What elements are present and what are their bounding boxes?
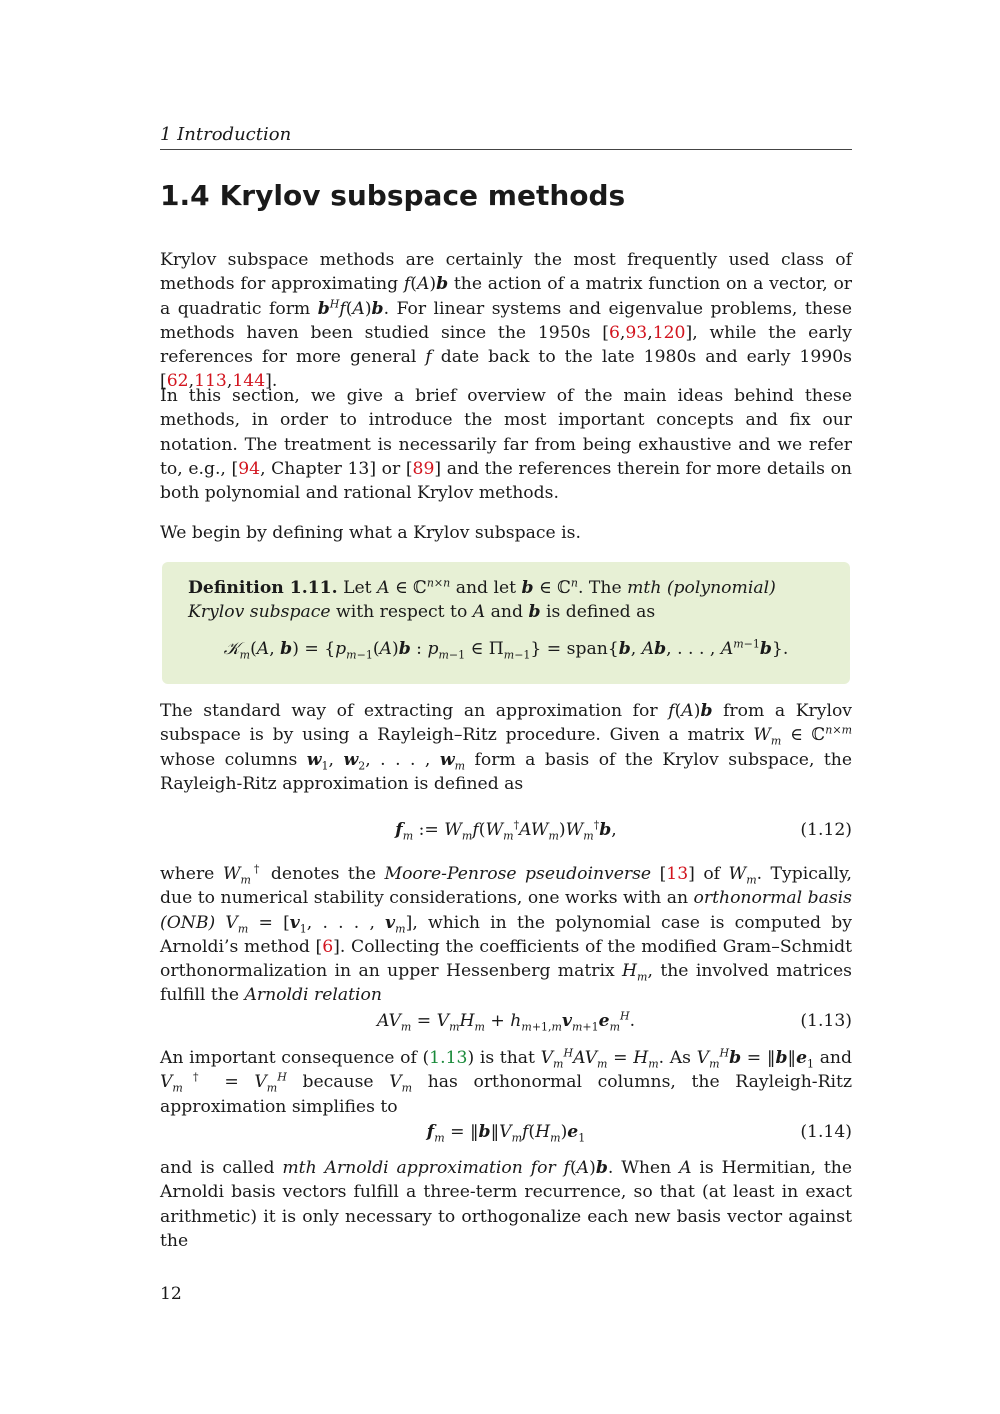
text-run: date back to the late 1980s and early 1990s [ bbox=[160, 347, 852, 392]
paragraph-arnoldi-approx: and is called mth Arnoldi approximation for f(A)b. When A is Hermitian, the Arnoldi basis vectors fulfill a three-term recurrence, so that (at least in exact arithmetic) it is only necessary to orthogonalize each new basis vector against the bbox=[160, 1158, 853, 1251]
text-run: from a Krylov subspace is by using a Rayleigh–Ritz procedure. Given a matrix bbox=[160, 701, 853, 746]
equation-number: (1.14) bbox=[800, 1122, 852, 1142]
text-run: . As bbox=[658, 1048, 691, 1068]
text-run: . The bbox=[578, 578, 622, 598]
equation-body: $AV_m = V_mH_m + h_{m+1,m}v_{m+1}e_m^H$. bbox=[376, 1009, 636, 1034]
text-run: of bbox=[703, 864, 721, 884]
paper-page bbox=[160, 0, 852, 1414]
term-emphasis: orthonormal basis (ONB) bbox=[160, 888, 853, 933]
text-run: has orthonormal columns, the Rayleigh-Ritz approximation simplifies to bbox=[160, 1072, 853, 1117]
text-run: whose columns bbox=[160, 749, 298, 770]
equation-body: $f_m$ = $‖b‖V_mf(H_m)e_1$ bbox=[426, 1122, 586, 1145]
term-emphasis: mth Arnoldi approximation for bbox=[282, 1158, 556, 1178]
text-run: because bbox=[302, 1072, 374, 1093]
text-run: denotes the bbox=[270, 864, 377, 884]
paragraph-lead-in: We begin by defining what a Krylov subspace is. bbox=[160, 523, 581, 543]
text-run: ]. Collecting the coefficients of the modified Gram–Schmidt orthonormalization in an upper Hessenberg matrix bbox=[160, 936, 852, 982]
krylov-subspace-equation: 𝒦$_m$(A, $b) = \{p_{m-1}(A)b$ : $p_{m-1}$ ∈ $\Pi_{m-1}$} = span{b, Ab, . . . , $A^{m-1}b$}. bbox=[223, 636, 789, 662]
paragraph-intro: Krylov subspace methods are certainly the most frequently used class of methods for approximating f(A)b the action of a matrix function on a vector, or a quadratic form $b^Hf(A)b$. For linear systems and eigenvalue problems, these methods haven been studied since the 1950s [6,93,120], while the early references for more general f date back to the late 1980s and early 1990s [62,113,144]. bbox=[160, 250, 853, 392]
citation-link[interactable]: 6 bbox=[322, 936, 334, 957]
citation-link[interactable]: 144 bbox=[232, 371, 266, 392]
citation-link[interactable]: 62 bbox=[166, 371, 189, 392]
text-run: Let bbox=[343, 578, 372, 598]
term-emphasis: Moore-Penrose pseudoinverse bbox=[384, 864, 652, 884]
paragraph-overview bbox=[160, 384, 852, 505]
citation-link[interactable]: 113 bbox=[194, 371, 227, 392]
section-number: 1.4 bbox=[160, 179, 210, 212]
text-run: ) is that bbox=[467, 1048, 535, 1068]
definition-text: Definition 1.11. Let A ∈ ℂ$^{n\times n}$ and let b ∈ ℂ$^n$. The mth (polynomial) Krylov subspace with respect to A and b is defined as bbox=[188, 576, 776, 623]
citation-link[interactable]: 13 bbox=[666, 864, 689, 884]
text-run: is Hermitian, the Arnoldi basis vectors fulfill a three-term recurrence, so that (at least in exact arithmetic) it is only necessary to orthogonalize each new basis vector against the bbox=[160, 1158, 853, 1251]
citation-link[interactable]: 89 bbox=[412, 458, 435, 479]
citation-link[interactable]: 94 bbox=[238, 458, 261, 479]
text-run: where bbox=[160, 864, 215, 884]
section-title bbox=[160, 178, 625, 214]
citation-link[interactable]: 6 bbox=[608, 322, 620, 343]
text-run: , which in the polynomial case is computed by Arnoldi’s method [ bbox=[160, 912, 852, 957]
definition-label: Definition 1.11. bbox=[188, 578, 338, 598]
page-number: 12 bbox=[160, 1284, 182, 1304]
term-emphasis: Arnoldi relation bbox=[244, 985, 382, 1006]
running-header: 1 Introduction bbox=[160, 124, 852, 150]
equation-body: $f_m$ := $W_mf(W_m^\dagger AW_m)W_m^\dagger b$, bbox=[395, 818, 617, 843]
citation-link[interactable]: 120 bbox=[652, 322, 686, 343]
text-run: . When bbox=[607, 1158, 672, 1178]
text-run: , the involved matrices fulfill the bbox=[160, 961, 852, 1006]
text-run: and bbox=[819, 1048, 853, 1068]
text-run: form a basis of the Krylov subspace, the Rayleigh-Ritz approximation is defined as bbox=[160, 749, 853, 794]
text-run: and is called bbox=[160, 1158, 275, 1178]
text-run: Krylov subspace methods are certainly the most frequently used class of methods for approximating bbox=[160, 250, 852, 295]
text-run: An important consequence of ( bbox=[160, 1048, 430, 1068]
equation-1-12 bbox=[160, 818, 852, 842]
term-emphasis: mth (polynomial) Krylov subspace bbox=[188, 578, 776, 623]
text-run: The standard way of extracting an approximation for bbox=[160, 701, 658, 721]
text-run: ]. bbox=[265, 371, 278, 392]
paragraph-consequence: An important consequence of (1.13) is that $V_m^HAV_m = H_m$. As $V_m^Hb$ = $‖b‖e_1$ and $V_m^\dagger = V_m^H$ because $V_m$ has orthonormal columns, the Rayleigh-Ritz approximation simplifies to bbox=[160, 1046, 853, 1117]
citation-link[interactable]: 93 bbox=[625, 322, 648, 343]
text-run: the action of a matrix function on a vector, or a quadratic form bbox=[160, 274, 853, 319]
text-run: . For linear systems and eigenvalue problems, these methods haven been studied since the 1950s [ bbox=[160, 298, 852, 343]
text-run: with respect to bbox=[336, 602, 468, 623]
equation-number: (1.13) bbox=[800, 1011, 852, 1031]
equation-reference-link[interactable]: 1.13 bbox=[429, 1048, 468, 1068]
equation-1-13 bbox=[160, 1009, 852, 1033]
text-run: and let bbox=[455, 578, 517, 598]
text-run: , Chapter 13] or [ bbox=[260, 458, 413, 479]
section-title-text: Krylov subspace methods bbox=[219, 179, 626, 212]
definition-box bbox=[162, 562, 850, 684]
equation-1-14 bbox=[160, 1120, 852, 1144]
paragraph-arnoldi: where $W_m^\dagger$ denotes the Moore-Penrose pseudoinverse [13] of $W_m$. Typically, due to numerical stability considerations, one works with an orthonormal basis (ONB) $V_m = [v_1$, . . . , $v_m$], which in the polynomial case is computed by Arnoldi’s method [6]. Collecting the coefficients of the modified Gram–Schmidt orthonormalization in an upper Hessenberg matrix $H_m$, the involved matrices fulfill the Arnoldi relation bbox=[160, 862, 853, 1006]
text-run: and bbox=[490, 602, 523, 623]
text-run: is defined as bbox=[545, 602, 656, 623]
paragraph-rayleigh-ritz: The standard way of extracting an approximation for f(A)b from a Krylov subspace is by using a Rayleigh–Ritz procedure. Given a matrix $W_m$ ∈ ℂ$^{n\times m}$ whose columns $w_1$, $w_2$, . . . , $w_m$ form a basis of the Krylov subspace, the Rayleigh-Ritz approximation is defined as bbox=[160, 701, 853, 794]
text-run: In this section, we give a brief overview of the main ideas behind these methods, in order to introduce the most important concepts and fix our notation. The treatment is necessarily far from being exhaustive and we refer to, e.g., [ bbox=[160, 386, 852, 479]
text-run: . Typically, due to numerical stability considerations, one works with an bbox=[160, 864, 852, 909]
text-run: ], while the early references for more general bbox=[160, 322, 852, 368]
equation-number: (1.12) bbox=[800, 820, 852, 840]
text-run: ] and the references therein for more details on both polynomial and rational Krylov methods. bbox=[160, 458, 852, 504]
